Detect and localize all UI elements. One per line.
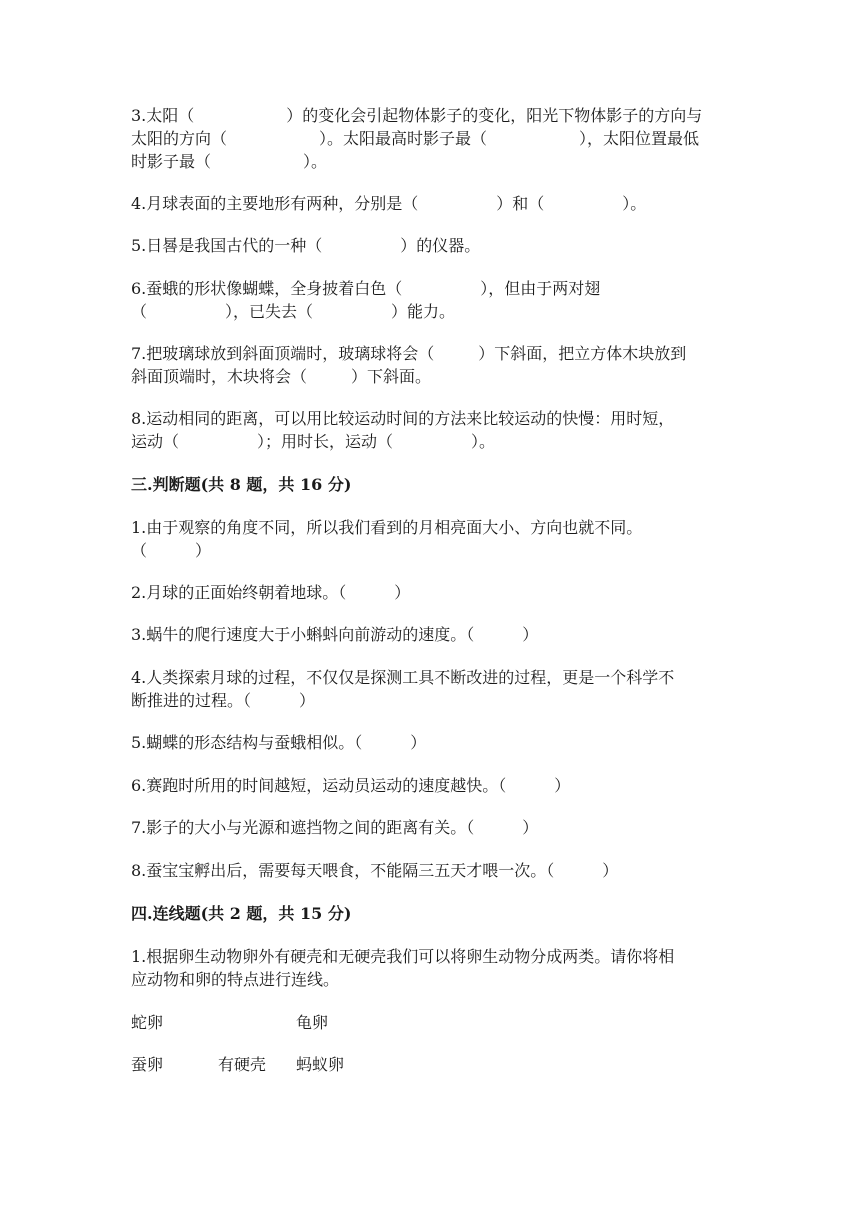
match-item-silkworm-egg[interactable]: 蚕卵 [131,1055,164,1074]
fill-q7-line2: 斜面顶端时，木块将会（ ）下斜面。 [131,367,432,386]
matching-q1-line1: 1.根据卵生动物卵外有硬壳和无硬壳我们可以将卵生动物分成两类。请你将相 [131,947,675,966]
judgment-q1-line2[interactable]: （ ） [131,541,212,560]
match-item-ant-egg[interactable]: 蚂蚁卵 [296,1055,345,1074]
judgment-q8: 8.蚕宝宝孵出后，需要每天喂食，不能隔三五天才喂一次。（ ） [131,861,619,880]
fill-q3-line3: 时影子最（ ）。 [131,152,328,171]
fill-q6-line1: 6.蚕蛾的形状像蝴蝶，全身披着白色（ ），但由于两对翅 [131,279,601,298]
judgment-q4-line1: 4.人类探索月球的过程，不仅仅是探测工具不断改进的过程，更是一个科学不 [131,668,675,687]
fill-q5: 5.日晷是我国古代的一种（ ）的仪器。 [131,236,481,255]
judgment-q3: 3.蜗牛的爬行速度大于小蝌蚪向前游动的速度。（ ） [131,625,539,644]
judgment-q5: 5.蝴蝶的形态结构与蚕蛾相似。（ ） [131,733,427,752]
fill-q8-line2: 运动（ ）；用时长，运动（ ）。 [131,432,496,451]
judgment-q2: 2.月球的正面始终朝着地球。（ ） [131,583,411,602]
fill-q8-line1: 8.运动相同的距离，可以用比较运动时间的方法来比较运动的快慢：用时短， [131,409,675,428]
fill-q7-line1: 7.把玻璃球放到斜面顶端时，玻璃球将会（ ）下斜面，把立方体木块放到 [131,344,687,363]
judgment-q6: 6.赛跑时所用的时间越短，运动员运动的速度越快。（ ） [131,776,571,795]
match-category-hard-shell[interactable]: 有硬壳 [218,1055,267,1074]
match-item-snake-egg[interactable]: 蛇卵 [131,1013,164,1032]
fill-q6-line2: （ ），已失去（ ）能力。 [131,302,456,321]
judgment-q7: 7.影子的大小与光源和遮挡物之间的距离有关。（ ） [131,818,539,837]
matching-q1-line2: 应动物和卵的特点进行连线。 [131,970,340,989]
fill-q3-line2: 太阳的方向（ ）。太阳最高时影子最（ ），太阳位置最低 [131,129,700,148]
section-heading-matching: 四.连线题(共 2 题，共 15 分) [131,904,352,923]
match-item-turtle-egg[interactable]: 龟卵 [296,1013,329,1032]
section-heading-judgment: 三.判断题(共 8 题，共 16 分) [131,475,352,494]
fill-q4: 4.月球表面的主要地形有两种，分别是（ ）和（ ）。 [131,194,647,213]
fill-q3-line1: 3.太阳（ ）的变化会引起物体影子的变化，阳光下物体影子的方向与 [131,106,703,125]
judgment-q4-line2: 断推进的过程。（ ） [131,691,316,710]
judgment-q1-line1: 1.由于观察的角度不同，所以我们看到的月相亮面大小、方向也就不同。 [131,518,643,537]
